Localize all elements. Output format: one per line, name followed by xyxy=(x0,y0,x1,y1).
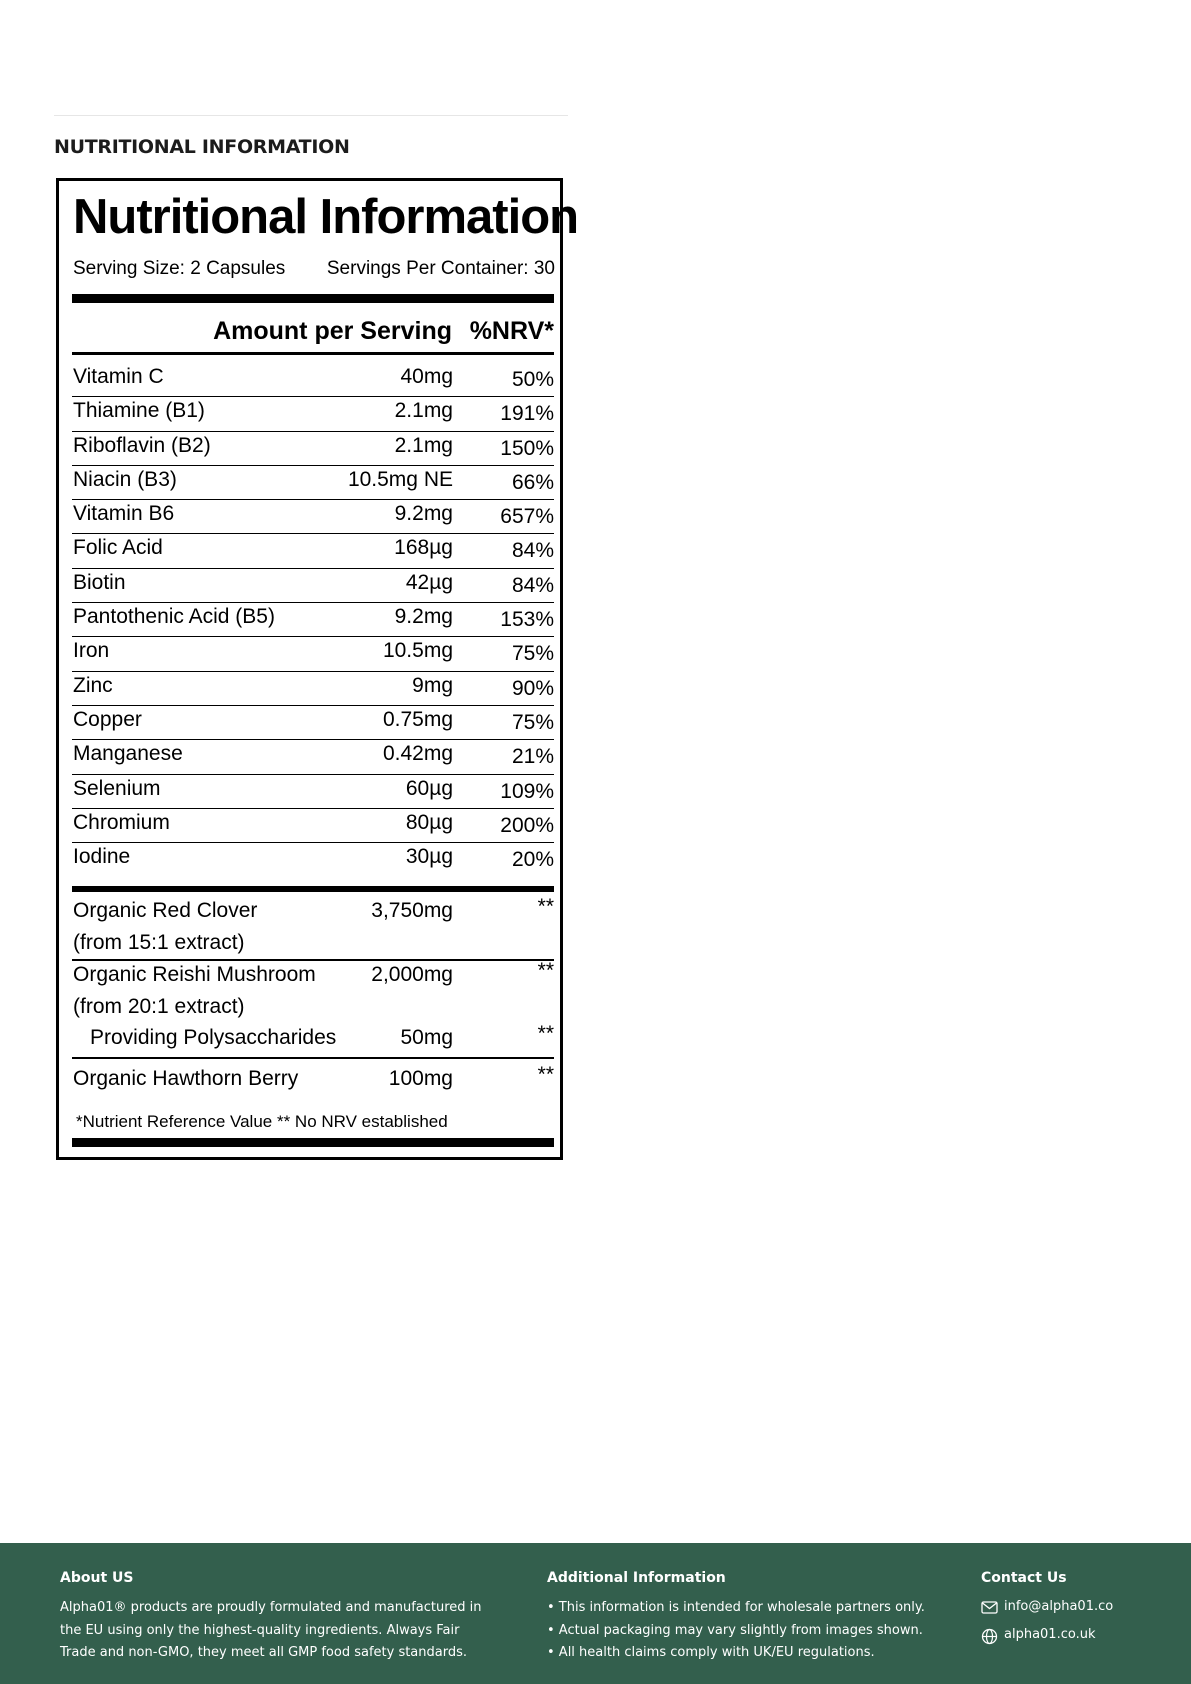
label-footnote: *Nutrient Reference Value ** No NRV established xyxy=(76,1112,448,1131)
nutrient-row xyxy=(72,534,554,568)
nutrient-nrv: 66% xyxy=(511,470,554,494)
footer xyxy=(0,1543,1191,1684)
herbal-extract-note: (from 15:1 extract) xyxy=(73,931,245,954)
nutrient-row xyxy=(72,775,554,809)
nutrient-nrv: 21% xyxy=(511,745,554,769)
nutrient-nrv: 84% xyxy=(511,539,554,563)
nutrient-amount: 60µg xyxy=(405,776,453,800)
nutrient-nrv: 109% xyxy=(500,779,554,803)
label-title: Nutritional Information xyxy=(73,190,579,244)
nutrient-row xyxy=(72,706,554,740)
nutrient-nrv: 84% xyxy=(511,573,554,597)
globe-icon xyxy=(981,1628,998,1645)
nutrient-name: Folic Acid xyxy=(73,536,163,560)
nutrient-name: Niacin (B3) xyxy=(73,467,177,491)
nutrient-amount: 0.75mg xyxy=(382,707,453,731)
nutrient-amount: 80µg xyxy=(405,810,453,834)
nutrient-row xyxy=(72,466,554,500)
nrv-header: %NRV* xyxy=(469,317,554,345)
nutrient-name: Copper xyxy=(73,707,142,731)
nutrient-amount: 9mg xyxy=(412,673,453,697)
servings-per-container: Servings Per Container: 30 xyxy=(326,258,555,279)
herbal-nrv: ** xyxy=(537,1022,554,1045)
nutrient-nrv: 200% xyxy=(500,813,554,837)
nutrient-name: Pantothenic Acid (B5) xyxy=(73,605,275,629)
additional-item: • This information is intended for wholesale partners only. xyxy=(547,1600,925,1615)
nutrient-nrv: 20% xyxy=(511,848,554,872)
nutrient-amount: 10.5mg NE xyxy=(347,467,453,491)
nutrient-amount: 168µg xyxy=(394,536,453,560)
additional-item: • Actual packaging may vary slightly from images shown. xyxy=(547,1622,923,1638)
additional-item: • All health claims comply with UK/EU regulations. xyxy=(547,1645,875,1660)
nutrient-row xyxy=(72,672,554,706)
nutrient-nrv: 150% xyxy=(500,436,554,460)
serving-size: Serving Size: 2 Capsules xyxy=(73,258,286,279)
nutrient-row xyxy=(72,397,554,431)
thick-divider-middle xyxy=(72,886,554,892)
additional-title: Additional Information xyxy=(547,1570,726,1586)
herbal-nrv: ** xyxy=(537,959,554,982)
nutrient-amount: 40mg xyxy=(400,365,453,388)
contact-title: Contact Us xyxy=(981,1570,1067,1586)
nutrient-name: Vitamin B6 xyxy=(73,502,175,526)
nutrient-nrv: 657% xyxy=(500,505,554,529)
herbal-amount: 100mg xyxy=(388,1067,453,1090)
mail-icon xyxy=(981,1600,998,1615)
nutrient-row xyxy=(72,637,554,671)
nutrient-name: Vitamin C xyxy=(73,365,164,388)
nutrient-amount: 30µg xyxy=(405,845,453,869)
nutrition-label xyxy=(56,178,579,1160)
herbal-amount: 2,000mg xyxy=(371,963,453,986)
nutrient-nrv: 90% xyxy=(511,676,554,700)
nutrient-amount: 9.2mg xyxy=(394,502,453,526)
nutrient-amount: 10.5mg xyxy=(382,639,453,663)
nutrient-name: Selenium xyxy=(73,776,161,800)
nutrient-list xyxy=(72,363,554,877)
herbal-extract-note: (from 20:1 extract) xyxy=(73,995,245,1018)
nutrient-amount: 9.2mg xyxy=(394,605,453,629)
additional-list xyxy=(547,1597,925,1665)
herbal-amount: 50mg xyxy=(400,1026,453,1049)
nutrient-nrv: 191% xyxy=(500,402,554,426)
row-divider xyxy=(72,1057,554,1059)
nutrient-name: Zinc xyxy=(73,673,113,697)
herbal-name: Organic Reishi Mushroom xyxy=(73,963,316,986)
nutrient-row xyxy=(72,500,554,534)
header-divider xyxy=(72,352,554,355)
top-divider xyxy=(54,115,568,116)
email-link[interactable]: info@alpha01.co xyxy=(1004,1599,1114,1614)
nutrient-name: Iron xyxy=(73,639,110,663)
about-title: About US xyxy=(60,1570,134,1586)
nutrient-amount: 2.1mg xyxy=(394,399,453,423)
nutrient-amount: 2.1mg xyxy=(394,433,453,457)
nutrient-nrv: 50% xyxy=(511,368,554,391)
nutrient-amount: 42µg xyxy=(405,570,453,594)
nutrient-name: Iodine xyxy=(73,845,131,869)
nutrient-nrv: 75% xyxy=(511,642,554,666)
herbal-name: Organic Hawthorn Berry xyxy=(73,1067,299,1090)
nutrient-row xyxy=(72,843,554,877)
nutrient-row xyxy=(72,432,554,466)
nutrient-name: Biotin xyxy=(73,570,126,594)
nutrient-name: Chromium xyxy=(73,810,170,834)
nutrient-row xyxy=(72,363,554,397)
herbal-name: Organic Red Clover xyxy=(73,899,258,922)
herbal-nrv: ** xyxy=(537,1063,554,1086)
herbal-nrv: ** xyxy=(537,895,554,918)
about-text xyxy=(60,1597,500,1665)
thick-divider-top xyxy=(72,294,554,303)
about-line: Trade and non-GMO, they meet all GMP food safety standards. xyxy=(60,1645,468,1660)
about-line: the EU using only the highest-quality ingredients. Always Fair xyxy=(60,1622,460,1638)
amount-header: Amount per Serving xyxy=(213,317,452,345)
nutrient-amount: 0.42mg xyxy=(382,742,453,766)
nutrient-name: Thiamine (B1) xyxy=(73,399,205,423)
nutrient-name: Riboflavin (B2) xyxy=(73,433,211,457)
nutrient-row xyxy=(72,569,554,603)
nutrient-nrv: 153% xyxy=(500,608,554,632)
nutrient-row xyxy=(72,603,554,637)
website-link[interactable]: alpha01.co.uk xyxy=(1004,1627,1096,1642)
section-title: NUTRITIONAL INFORMATION xyxy=(54,136,350,158)
nutrient-name: Manganese xyxy=(73,742,183,766)
about-line: Alpha01® products are proudly formulated and manufactured in xyxy=(60,1600,482,1615)
nutrient-row xyxy=(72,809,554,843)
herbal-name: Providing Polysaccharides xyxy=(90,1026,337,1049)
nutrient-row xyxy=(72,740,554,774)
nutrient-nrv: 75% xyxy=(511,710,554,734)
thick-divider-bottom xyxy=(72,1138,554,1147)
herbal-amount: 3,750mg xyxy=(371,899,453,922)
